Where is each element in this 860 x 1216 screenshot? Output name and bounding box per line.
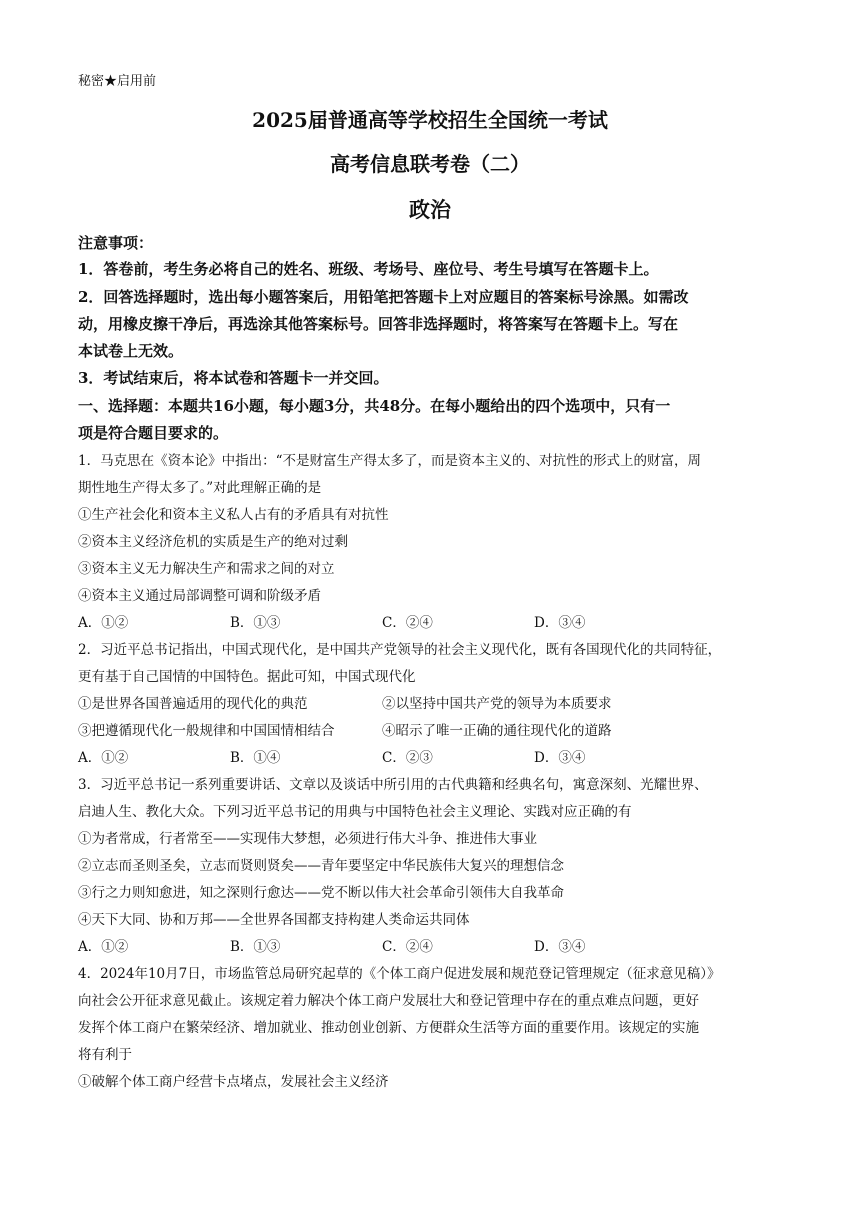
q3-option-c: C．②④ bbox=[382, 939, 433, 955]
notice-item-2-line-2: 动，用橡皮擦干净后，再选涂其他答案标号。回答非选择题时，将答案写在答题卡上。写在 bbox=[78, 315, 679, 333]
q3-option-a: A．①② bbox=[78, 939, 129, 955]
q3-statement-1: ①为者常成，行者常至——实现伟大梦想，必须进行伟大斗争、推进伟大事业 bbox=[78, 831, 537, 847]
subject-title: 政治 bbox=[409, 197, 451, 222]
q1-option-a: A．①② bbox=[78, 615, 129, 631]
q1-statement-1: ①生产社会化和资本主义私人占有的矛盾具有对抗性 bbox=[78, 507, 389, 523]
paper-subtitle: 高考信息联考卷（二） bbox=[330, 152, 530, 176]
notice-item-2-line-3: 本试卷上无效。 bbox=[78, 342, 184, 360]
q2-stem-line-1: 2．习近平总书记指出，中国式现代化，是中国共产党领导的社会主义现代化，既有各国现代化的共同特征， bbox=[78, 642, 722, 658]
q3-stem-line-1: 3．习近平总书记一系列重要讲话、文章以及谈话中所引用的古代典籍和经典名句，寓意深刻、光耀世界、 bbox=[78, 777, 708, 793]
q4-stem-line-2: 向社会公开征求意见截止。该规定着力解决个体工商户发展壮大和登记管理中存在的重点难点问题，更好 bbox=[78, 993, 699, 1009]
q2-option-c: C．②③ bbox=[382, 750, 433, 766]
q1-stem-line-2: 期性地生产得太多了。”对此理解正确的是 bbox=[78, 480, 322, 496]
q2-statement-1: ①是世界各国普遍适用的现代化的典范 bbox=[78, 696, 308, 712]
q3-option-d: D．③④ bbox=[534, 939, 586, 955]
q4-stem-line-4: 将有利于 bbox=[78, 1047, 132, 1063]
q1-option-c: C．②④ bbox=[382, 615, 433, 631]
q4-stem-line-3: 发挥个体工商户在繁荣经济、增加就业、推动创业创新、方便群众生活等方面的重要作用。该规定的实施 bbox=[78, 1020, 699, 1036]
q3-statement-3: ③行之力则知愈进，知之深则行愈达——党不断以伟大社会革命引领伟大自我革命 bbox=[78, 885, 564, 901]
q1-statement-3: ③资本主义无力解决生产和需求之间的对立 bbox=[78, 561, 335, 577]
q3-statement-2: ②立志而圣则圣矣，立志而贤则贤矣——青年要坚定中华民族伟大复兴的理想信念 bbox=[78, 858, 564, 874]
notice-item-3: 3．考试结束后，将本试卷和答题卡一并交回。 bbox=[78, 369, 389, 387]
section-1-heading-line-1: 一、选择题：本题共16小题，每小题3分，共48分。在每小题给出的四个选项中，只有一 bbox=[78, 397, 671, 415]
q1-statement-2: ②资本主义经济危机的实质是生产的绝对过剩 bbox=[78, 534, 348, 550]
q1-statement-4: ④资本主义通过局部调整可调和阶级矛盾 bbox=[78, 588, 321, 604]
q2-option-b: B．①④ bbox=[230, 750, 281, 766]
exam-title: 2025届普通高等学校招生全国统一考试 bbox=[252, 108, 608, 132]
q2-statement-2: ②以坚持中国共产党的领导为本质要求 bbox=[382, 696, 612, 712]
notice-item-2-line-1: 2．回答选择题时，选出每小题答案后，用铅笔把答题卡上对应题目的答案标号涂黑。如需改 bbox=[78, 288, 689, 306]
q2-option-d: D．③④ bbox=[534, 750, 586, 766]
q3-statement-4: ④天下大同、协和万邦——全世界各国都支持构建人类命运共同体 bbox=[78, 912, 470, 928]
q2-statement-3: ③把遵循现代化一般规律和中国国情相结合 bbox=[78, 723, 335, 739]
q1-stem-line-1: 1．马克思在《资本论》中指出：“不是财富生产得太多了，而是资本主义的、对抗性的形式上的财富，周 bbox=[78, 453, 701, 469]
notice-item-1: 1．答卷前，考生务必将自己的姓名、班级、考场号、座位号、考生号填写在答题卡上。 bbox=[78, 260, 659, 278]
notice-heading: 注意事项： bbox=[78, 234, 154, 252]
q2-stem-line-2: 更有基于自己国情的中国特色。据此可知，中国式现代化 bbox=[78, 669, 416, 685]
q4-statement-1: ①破解个体工商户经营卡点堵点，发展社会主义经济 bbox=[78, 1074, 389, 1090]
secret-label: 秘密★启用前 bbox=[78, 74, 157, 89]
q4-stem-line-1: 4．2024年10月7日，市场监管总局研究起草的《个体工商户促进发展和规范登记管理规定（征求意见稿）》 bbox=[78, 966, 721, 982]
q2-option-a: A．①② bbox=[78, 750, 129, 766]
section-1-heading-line-2: 项是符合题目要求的。 bbox=[78, 424, 229, 442]
q1-option-b: B．①③ bbox=[230, 615, 281, 631]
q2-statement-4: ④昭示了唯一正确的通往现代化的道路 bbox=[382, 723, 612, 739]
q1-option-d: D．③④ bbox=[534, 615, 586, 631]
q3-option-b: B．①③ bbox=[230, 939, 281, 955]
q3-stem-line-2: 启迪人生、教化大众。下列习近平总书记的用典与中国特色社会主义理论、实践对应正确的有 bbox=[78, 804, 632, 820]
